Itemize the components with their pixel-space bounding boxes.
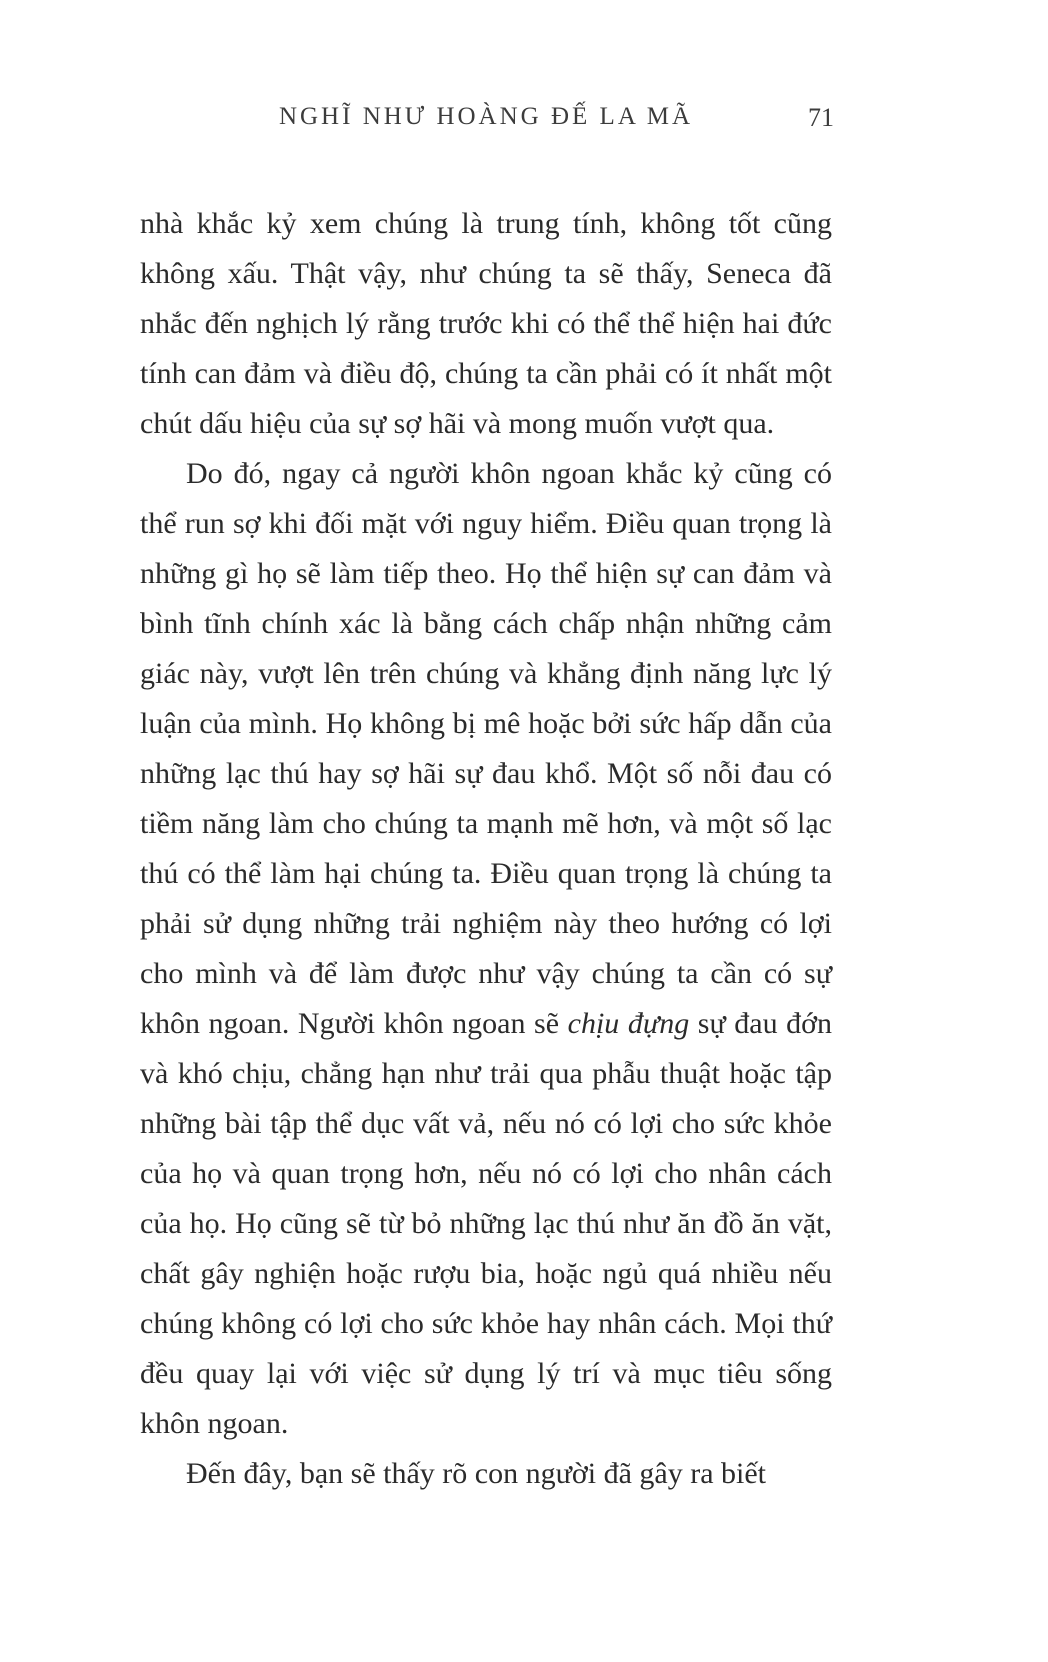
paragraph-main-text-before: Do đó, ngay cả người khôn ngoan khắc kỷ cũng có thể run sợ khi đối mặt với nguy hiểm. Điều quan trọng là những gì họ sẽ làm tiếp theo. Họ thể hiện sự can đảm và bình tĩnh chính xác là bằng cách chấp nhận những cảm giác này, vượt lên trên chúng và khẳng định năng lực lý luận của mình. Họ không bị mê hoặc bởi sức hấp dẫn của những lạc thú hay sợ hãi sự đau khổ. Một số nỗi đau có tiềm năng làm cho chúng ta mạnh mẽ hơn, và một số lạc thú có thể làm hại chúng ta. Điều quan trọng là chúng ta phải sử dụng những trải nghiệm này theo hướng có lợi cho mình và để làm được như vậy chúng ta cần có sự khôn ngoan. Người khôn ngoan sẽ (140, 457, 832, 1040)
paragraph-final: Đến đây, bạn sẽ thấy rõ con người đã gây ra biết (186, 1457, 766, 1490)
page-header (140, 103, 832, 139)
page-body (140, 199, 832, 1499)
paragraph-main (140, 449, 832, 1449)
paragraph-continuation: nhà khắc kỷ xem chúng là trung tính, không tốt cũng không xấu. Thật vậy, như chúng ta sẽ thấy, Seneca đã nhắc đến nghịch lý rằng trước khi có thể thể hiện hai đức tính can đảm và điều độ, chúng ta cần phải có ít nhất một chút dấu hiệu của sự sợ hãi và mong muốn vượt qua. (140, 207, 832, 440)
running-title: NGHĨ NHƯ HOÀNG ĐẾ LA MÃ (278, 103, 694, 130)
paragraph-main-text-after: sự đau đớn và khó chịu, chẳng hạn như trải qua phẫu thuật hoặc tập những bài tập thể dục vất vả, nếu nó có lợi cho sức khỏe của họ và quan trọng hơn, nếu nó có lợi cho nhân cách của họ. Họ cũng sẽ từ bỏ những lạc thú như ăn đồ ăn vặt, chất gây nghiện hoặc rượu bia, hoặc ngủ quá nhiều nếu chúng không có lợi cho sức khỏe hay nhân cách. Mọi thứ đều quay lại với việc sử dụng lý trí và mục tiêu sống khôn ngoan. (140, 1007, 833, 1440)
page-number: 71 (808, 103, 834, 132)
emphasized-phrase: chịu đựng (567, 1007, 690, 1040)
